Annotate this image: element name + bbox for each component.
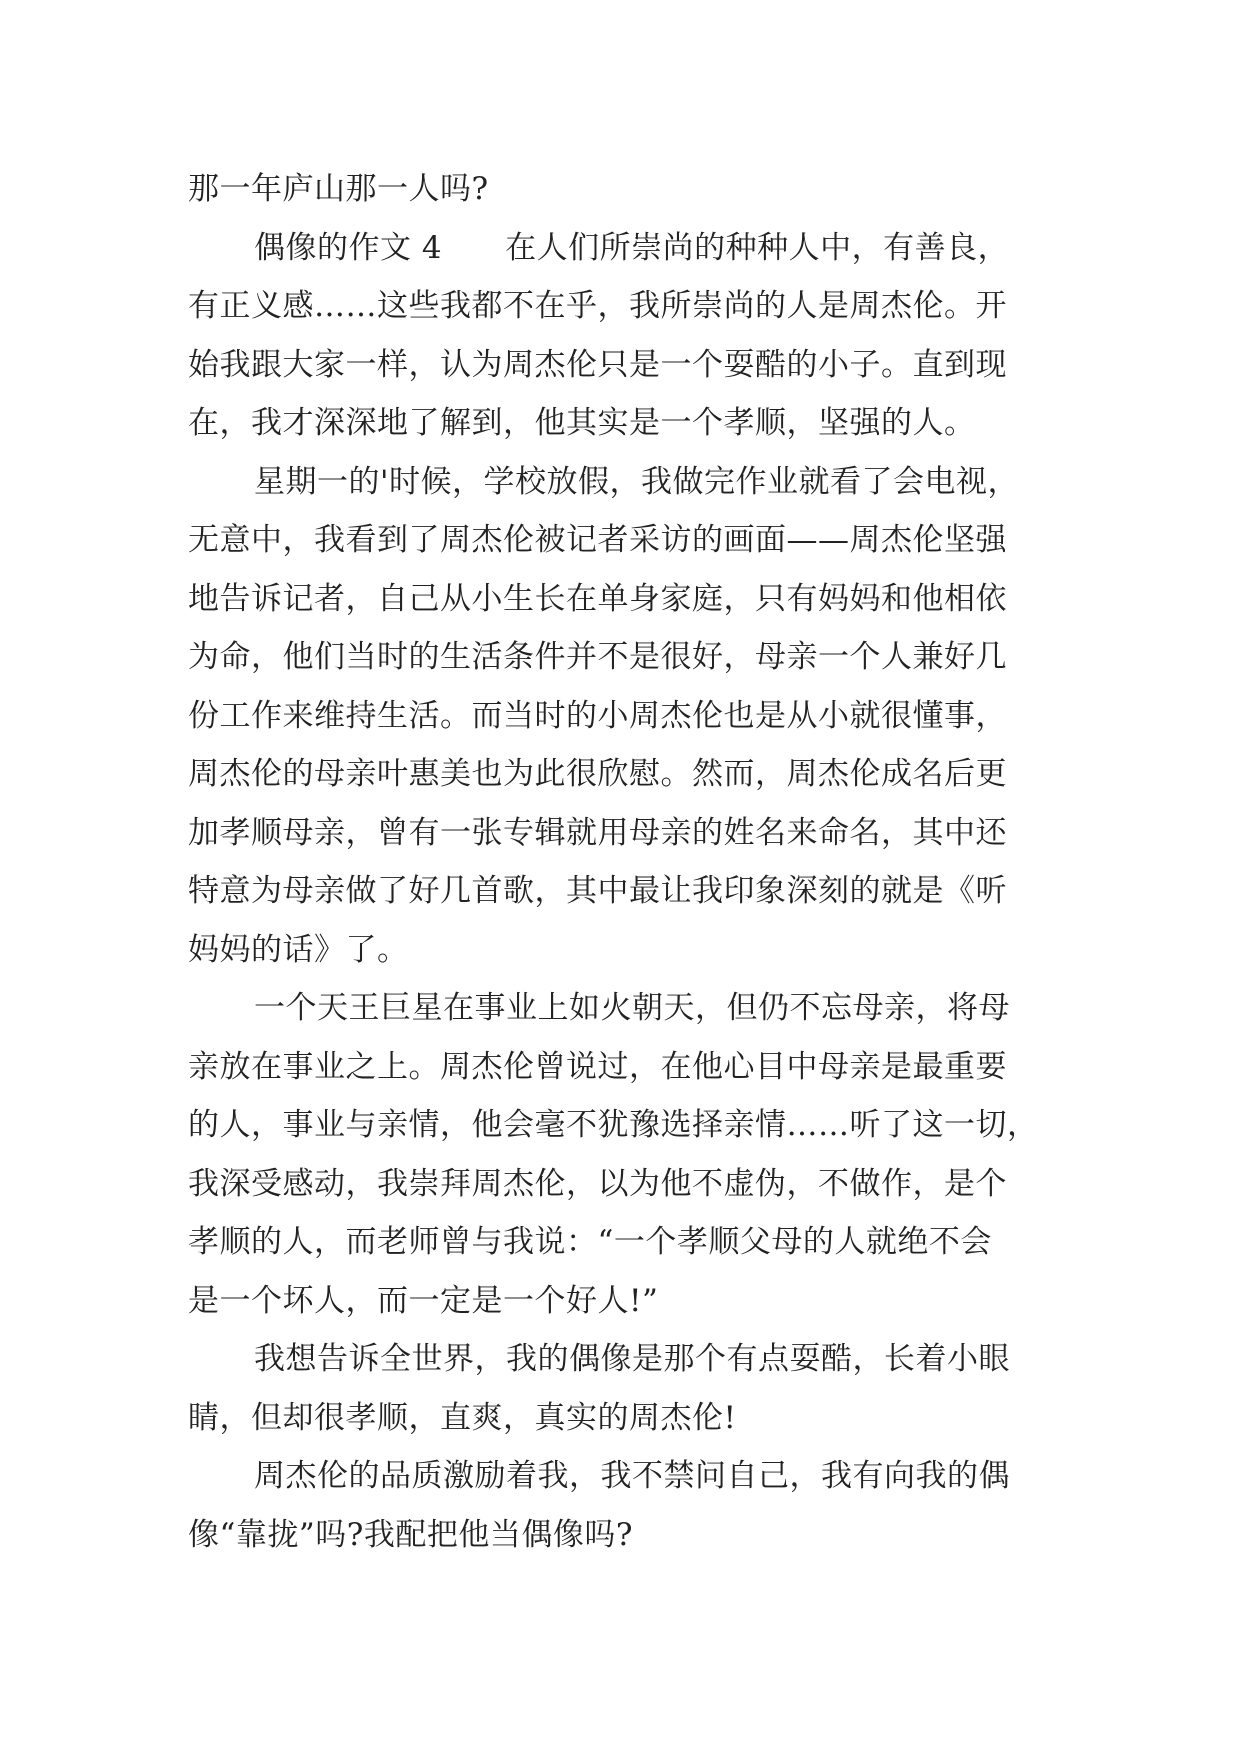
text-line: 始我跟大家一样，认为周杰伦只是一个耍酷的小子。直到现 [188, 346, 1007, 383]
text-line: 星期一的'时候，学校放假，我做完作业就看了会电视， [254, 463, 1020, 500]
text-line: 一个天王巨星在事业上如火朝天，但仍不忘母亲，将母 [254, 990, 1010, 1026]
text-line: 孝顺的人，而老师曾与我说：“一个孝顺父母的人就绝不会 [188, 1224, 992, 1260]
text-line: 偶像的作文 4 在人们所崇尚的种种人中，有善良， [254, 229, 1010, 266]
text-line: 亲放在事业之上。周杰伦曾说过，在他心目中母亲是最重要 [188, 1048, 1007, 1085]
text-line: 的人，事业与亲情，他会毫不犹豫选择亲情……听了这一切， [188, 1107, 1039, 1143]
text-line: 像“靠拢”吗?我配把他当偶像吗? [188, 1516, 633, 1553]
text-line: 为命，他们当时的生活条件并不是很好，母亲一个人兼好几 [188, 639, 1007, 675]
essay-body [188, 160, 1058, 1564]
text-line: 是一个坏人，而一定是一个好人!” [188, 1282, 659, 1319]
text-line: 加孝顺母亲，曾有一张专辑就用母亲的姓名来命名，其中还 [188, 814, 1007, 851]
text-line: 份工作来维持生活。而当时的小周杰伦也是从小就很懂事， [188, 697, 1007, 734]
text-line: 我想告诉全世界，我的偶像是那个有点耍酷，长着小眼 [254, 1341, 1010, 1377]
text-line: 睛，但却很孝顺，直爽，真实的周杰伦! [188, 1399, 737, 1436]
text-line: 有正义感……这些我都不在乎，我所崇尚的人是周杰伦。开 [188, 288, 1007, 324]
text-line: 地告诉记者，自己从小生长在单身家庭，只有妈妈和他相依 [188, 580, 1007, 617]
text-line: 我深受感动，我崇拜周杰伦，以为他不虚伪，不做作，是个 [188, 1165, 1007, 1202]
text-line: 特意为母亲做了好几首歌，其中最让我印象深刻的就是《听 [188, 873, 1007, 909]
text-line: 在，我才深深地了解到，他其实是一个孝顺，坚强的人。 [188, 405, 976, 441]
text-line: 那一年庐山那一人吗? [188, 171, 489, 207]
text-line: 周杰伦的品质激励着我，我不禁问自己，我有向我的偶 [254, 1458, 1010, 1494]
text-line: 妈妈的话》了。 [188, 931, 409, 968]
text-line: 周杰伦的母亲叶惠美也为此很欣慰。然而，周杰伦成名后更 [188, 756, 1007, 792]
text-line: 无意中，我看到了周杰伦被记者采访的画面——周杰伦坚强 [188, 522, 1007, 558]
